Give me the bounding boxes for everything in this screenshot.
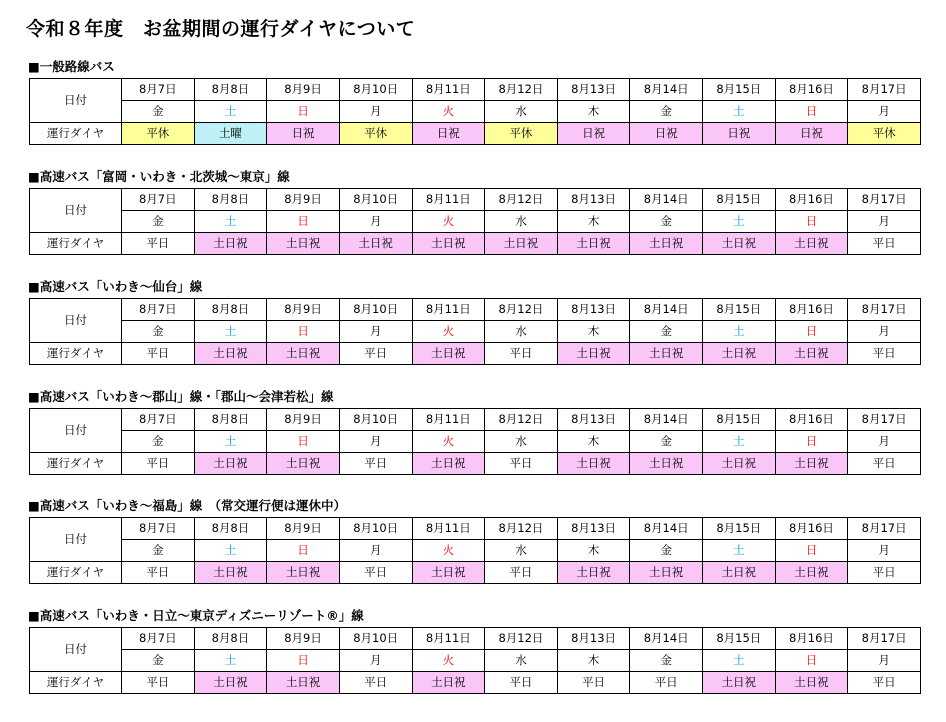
schedule-cell: 平日 [485,453,558,475]
schedule-cell: 土日祝 [703,562,776,584]
weekday-cell: 木 [557,650,630,672]
weekday-row [30,540,921,562]
date-cell: 8月12日 [485,189,558,211]
weekday-cell: 日 [267,101,340,123]
date-cell: 8月11日 [412,409,485,431]
date-cell: 8月11日 [412,299,485,321]
date-cell: 8月17日 [848,79,921,101]
schedule-cell: 日祝 [630,123,703,145]
schedule-row-label: 運行ダイヤ [30,562,122,584]
date-cell: 8月16日 [775,628,848,650]
date-cell: 8月10日 [339,299,412,321]
date-cell: 8月11日 [412,189,485,211]
date-cell: 8月17日 [848,518,921,540]
schedule-cell: 土日祝 [267,562,340,584]
route-title: ■一般路線バス [28,59,115,74]
schedule-cell: 土日祝 [775,343,848,365]
route-section [26,495,926,584]
weekday-cell: 火 [412,101,485,123]
schedule-cell: 平日 [122,562,195,584]
weekday-cell: 金 [630,650,703,672]
weekday-cell: 金 [122,650,195,672]
route-title: ■高速バス「いわき～仙台」線 [28,279,203,294]
date-cell: 8月7日 [122,299,195,321]
weekday-cell: 水 [485,211,558,233]
schedule-cell: 土日祝 [557,453,630,475]
schedule-cell: 土日祝 [485,233,558,255]
date-cell: 8月7日 [122,409,195,431]
schedule-row-label: 運行ダイヤ [30,343,122,365]
schedule-cell: 平日 [339,453,412,475]
date-cell: 8月14日 [630,409,703,431]
weekday-cell: 土 [194,540,267,562]
schedule-cell: 平休 [339,123,412,145]
date-cell: 8月7日 [122,189,195,211]
weekday-cell: 木 [557,211,630,233]
schedule-cell: 土日祝 [557,562,630,584]
weekday-cell: 日 [267,540,340,562]
date-cell: 8月9日 [267,189,340,211]
schedule-cell: 平日 [848,343,921,365]
schedule-cell: 平日 [848,672,921,694]
weekday-cell: 水 [485,431,558,453]
date-cell: 8月13日 [557,189,630,211]
weekday-cell: 月 [339,650,412,672]
date-cell: 8月12日 [485,79,558,101]
schedule-cell: 土日祝 [194,233,267,255]
date-row [30,518,921,540]
schedule-cell: 平日 [122,343,195,365]
schedule-row [30,123,921,145]
weekday-cell: 土 [703,540,776,562]
weekday-row [30,101,921,123]
schedule-cell: 日祝 [412,123,485,145]
date-cell: 8月15日 [703,299,776,321]
schedule-cell: 土日祝 [703,453,776,475]
weekday-cell: 金 [122,540,195,562]
schedule-cell: 土日祝 [775,233,848,255]
schedule-cell: 土日祝 [630,233,703,255]
date-cell: 8月15日 [703,189,776,211]
date-cell: 8月17日 [848,189,921,211]
weekday-cell: 木 [557,431,630,453]
weekday-cell: 月 [339,540,412,562]
weekday-cell: 日 [267,321,340,343]
schedule-cell: 土日祝 [412,672,485,694]
date-cell: 8月10日 [339,518,412,540]
weekday-cell: 火 [412,321,485,343]
date-row [30,79,921,101]
weekday-cell: 月 [848,101,921,123]
date-cell: 8月13日 [557,79,630,101]
schedule-cell: 平日 [122,453,195,475]
date-row-label: 日付 [30,189,122,233]
weekday-row [30,321,921,343]
date-cell: 8月8日 [194,628,267,650]
date-cell: 8月10日 [339,628,412,650]
schedule-table [29,298,921,365]
date-cell: 8月11日 [412,518,485,540]
date-cell: 8月13日 [557,628,630,650]
date-cell: 8月16日 [775,299,848,321]
schedule-cell: 土日祝 [630,343,703,365]
schedule-row [30,672,921,694]
schedule-cell: 平日 [848,233,921,255]
weekday-cell: 土 [703,101,776,123]
date-cell: 8月14日 [630,299,703,321]
schedule-cell: 土日祝 [194,562,267,584]
schedule-cell: 土日祝 [412,562,485,584]
weekday-cell: 月 [339,431,412,453]
date-cell: 8月10日 [339,409,412,431]
route-section [26,605,926,694]
schedule-cell: 土日祝 [703,672,776,694]
schedule-cell: 土日祝 [557,343,630,365]
date-cell: 8月17日 [848,299,921,321]
date-cell: 8月9日 [267,628,340,650]
schedule-cell: 土日祝 [267,453,340,475]
schedule-row-label: 運行ダイヤ [30,453,122,475]
date-cell: 8月16日 [775,518,848,540]
date-cell: 8月9日 [267,299,340,321]
schedule-cell: 日祝 [557,123,630,145]
weekday-cell: 土 [194,211,267,233]
schedule-row [30,453,921,475]
date-row [30,409,921,431]
weekday-cell: 木 [557,321,630,343]
date-cell: 8月11日 [412,79,485,101]
date-cell: 8月7日 [122,628,195,650]
weekday-cell: 水 [485,540,558,562]
date-cell: 8月15日 [703,79,776,101]
route-section [26,386,926,475]
weekday-row [30,431,921,453]
date-cell: 8月9日 [267,79,340,101]
schedule-cell: 平休 [122,123,195,145]
weekday-cell: 金 [122,211,195,233]
weekday-cell: 月 [848,211,921,233]
weekday-cell: 月 [848,540,921,562]
date-cell: 8月9日 [267,518,340,540]
schedule-cell: 平日 [339,562,412,584]
date-cell: 8月12日 [485,409,558,431]
schedule-cell: 平日 [485,672,558,694]
date-cell: 8月15日 [703,628,776,650]
weekday-cell: 木 [557,540,630,562]
route-section [26,276,926,365]
date-cell: 8月8日 [194,518,267,540]
schedule-cell: 平日 [485,343,558,365]
schedule-cell: 土日祝 [267,343,340,365]
schedule-cell: 土日祝 [775,453,848,475]
weekday-cell: 土 [703,211,776,233]
date-cell: 8月8日 [194,299,267,321]
route-title: ■高速バス「いわき～福島」線 （常交運行便は運休中） [28,498,347,513]
schedule-cell: 土日祝 [412,343,485,365]
schedule-row-label: 運行ダイヤ [30,233,122,255]
schedule-cell: 土日祝 [630,562,703,584]
weekday-cell: 土 [703,321,776,343]
weekday-cell: 木 [557,101,630,123]
schedule-cell: 土日祝 [703,343,776,365]
weekday-cell: 月 [848,321,921,343]
route-title: ■高速バス「いわき～郡山」線・「郡山～会津若松」線 [28,389,334,404]
schedule-cell: 平日 [630,672,703,694]
weekday-cell: 日 [267,211,340,233]
schedule-cell: 平日 [848,562,921,584]
weekday-cell: 金 [630,431,703,453]
date-row [30,628,921,650]
schedule-row-label: 運行ダイヤ [30,672,122,694]
weekday-cell: 月 [848,650,921,672]
weekday-cell: 金 [630,101,703,123]
schedule-table [29,627,921,694]
schedule-cell: 土日祝 [339,233,412,255]
schedule-cell: 日祝 [703,123,776,145]
route-title: ■高速バス「いわき・日立～東京ディズニーリゾート®」線 [28,608,364,623]
schedule-cell: 平日 [122,233,195,255]
schedule-row [30,343,921,365]
schedule-cell: 平日 [339,343,412,365]
date-cell: 8月12日 [485,518,558,540]
schedule-table [29,78,921,145]
weekday-cell: 金 [122,101,195,123]
weekday-cell: 水 [485,650,558,672]
schedule-cell: 土日祝 [412,233,485,255]
weekday-cell: 火 [412,211,485,233]
schedule-cell: 日祝 [775,123,848,145]
date-cell: 8月14日 [630,518,703,540]
weekday-cell: 日 [775,321,848,343]
weekday-cell: 金 [122,431,195,453]
date-cell: 8月15日 [703,518,776,540]
weekday-cell: 月 [339,101,412,123]
weekday-cell: 水 [485,101,558,123]
schedule-table [29,188,921,255]
date-row-label: 日付 [30,628,122,672]
weekday-cell: 火 [412,650,485,672]
weekday-cell: 火 [412,540,485,562]
date-cell: 8月16日 [775,409,848,431]
schedule-table [29,517,921,584]
weekday-cell: 日 [267,650,340,672]
weekday-cell: 日 [775,101,848,123]
date-row-label: 日付 [30,409,122,453]
schedule-cell: 平日 [557,672,630,694]
schedule-row [30,233,921,255]
weekday-row [30,650,921,672]
date-cell: 8月10日 [339,79,412,101]
date-row-label: 日付 [30,299,122,343]
schedule-cell: 平休 [485,123,558,145]
page-title: 令和８年度 お盆期間の運行ダイヤについて [26,18,416,40]
weekday-cell: 土 [194,431,267,453]
schedule-row [30,562,921,584]
weekday-cell: 月 [848,431,921,453]
weekday-cell: 金 [630,321,703,343]
weekday-cell: 金 [630,540,703,562]
route-title: ■高速バス「富岡・いわき・北茨城～東京」線 [28,169,290,184]
date-cell: 8月15日 [703,409,776,431]
weekday-row [30,211,921,233]
schedule-cell: 平日 [848,453,921,475]
date-cell: 8月14日 [630,189,703,211]
date-cell: 8月8日 [194,409,267,431]
date-cell: 8月13日 [557,518,630,540]
weekday-cell: 土 [194,321,267,343]
date-row-label: 日付 [30,79,122,123]
date-cell: 8月13日 [557,409,630,431]
schedule-cell: 土日祝 [194,672,267,694]
weekday-cell: 金 [122,321,195,343]
schedule-cell: 土日祝 [194,453,267,475]
date-cell: 8月17日 [848,628,921,650]
schedule-cell: 土日祝 [775,672,848,694]
date-cell: 8月16日 [775,189,848,211]
weekday-cell: 火 [412,431,485,453]
date-cell: 8月14日 [630,79,703,101]
weekday-cell: 月 [339,321,412,343]
schedule-cell: 土日祝 [775,562,848,584]
schedule-row-label: 運行ダイヤ [30,123,122,145]
date-cell: 8月7日 [122,518,195,540]
schedule-cell: 土日祝 [267,672,340,694]
date-cell: 8月14日 [630,628,703,650]
date-row [30,299,921,321]
schedule-cell: 日祝 [267,123,340,145]
weekday-cell: 水 [485,321,558,343]
date-cell: 8月8日 [194,79,267,101]
weekday-cell: 日 [775,540,848,562]
schedule-cell: 土日祝 [412,453,485,475]
weekday-cell: 日 [267,431,340,453]
schedule-cell: 土日祝 [630,453,703,475]
schedule-cell: 土曜 [194,123,267,145]
date-row-label: 日付 [30,518,122,562]
weekday-cell: 土 [703,650,776,672]
schedule-cell: 平日 [339,672,412,694]
weekday-cell: 月 [339,211,412,233]
weekday-cell: 日 [775,211,848,233]
date-cell: 8月11日 [412,628,485,650]
schedule-table [29,408,921,475]
weekday-cell: 金 [630,211,703,233]
weekday-cell: 土 [703,431,776,453]
schedule-cell: 平日 [122,672,195,694]
date-cell: 8月7日 [122,79,195,101]
weekday-cell: 日 [775,431,848,453]
weekday-cell: 土 [194,101,267,123]
schedule-cell: 土日祝 [194,343,267,365]
route-section [26,166,926,255]
route-section [26,56,926,145]
date-cell: 8月13日 [557,299,630,321]
schedule-cell: 土日祝 [703,233,776,255]
date-cell: 8月16日 [775,79,848,101]
schedule-cell: 土日祝 [267,233,340,255]
weekday-cell: 日 [775,650,848,672]
schedule-cell: 平日 [485,562,558,584]
schedule-cell: 平休 [848,123,921,145]
date-cell: 8月9日 [267,409,340,431]
date-cell: 8月12日 [485,299,558,321]
date-row [30,189,921,211]
date-cell: 8月12日 [485,628,558,650]
schedule-cell: 土日祝 [557,233,630,255]
date-cell: 8月8日 [194,189,267,211]
weekday-cell: 土 [194,650,267,672]
date-cell: 8月10日 [339,189,412,211]
date-cell: 8月17日 [848,409,921,431]
